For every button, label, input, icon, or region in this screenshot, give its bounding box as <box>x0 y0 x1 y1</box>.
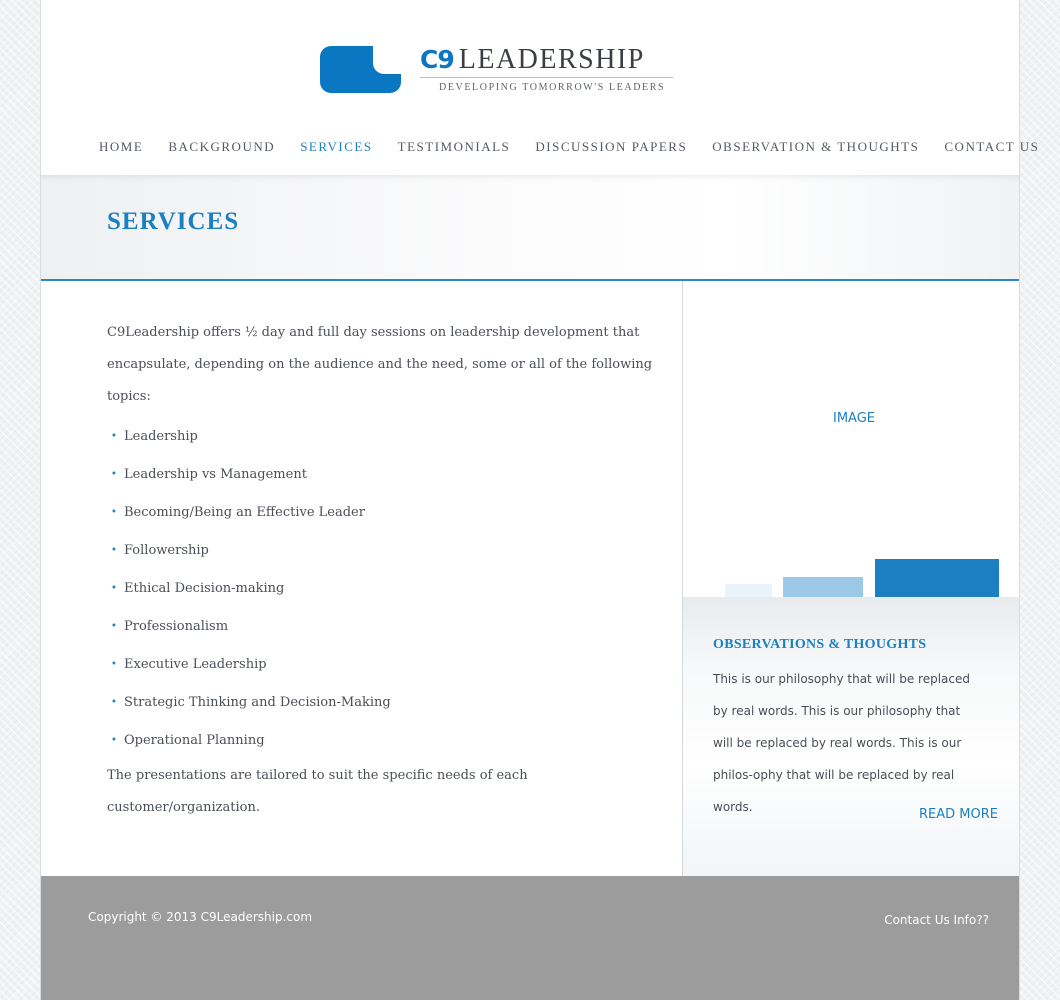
page-title: SERVICES <box>107 208 240 235</box>
topic-item: • Professionalism <box>107 608 667 646</box>
topic-item: • Operational Planning <box>107 722 667 760</box>
decor-bar-medium <box>783 577 863 597</box>
logo-divider <box>420 77 673 78</box>
footer <box>41 876 1019 1000</box>
read-more-link[interactable]: READ MORE <box>919 807 998 822</box>
decor-bar-dark <box>875 559 999 597</box>
topic-item: • Strategic Thinking and Decision-Making <box>107 684 667 722</box>
decor-bar-light <box>725 584 772 597</box>
page-container <box>40 0 1040 1000</box>
observations-box <box>683 597 1019 876</box>
topic-item: • Followership <box>107 532 667 570</box>
topic-item: • Leadership vs Management <box>107 456 667 494</box>
page-title-band <box>41 175 1019 281</box>
topic-item: • Executive Leadership <box>107 646 667 684</box>
nav-item-services[interactable]: SERVICES <box>300 139 373 154</box>
topic-item: • Ethical Decision-making <box>107 570 667 608</box>
topic-item: • Becoming/Being an Effective Leader <box>107 494 667 532</box>
copyright-text: Copyright © 2013 C9Leadership.com <box>88 910 313 924</box>
main-nav <box>99 136 1059 158</box>
outro-paragraph: The presentations are tailored to suit the specific needs of each customer/organization. <box>107 768 528 815</box>
observations-text: This is our philosophy that will be replaced by real words. This is our philosophy that will be replaced by real words. This is our philos-ophy that will be replaced by real words. <box>713 672 970 814</box>
footer-contact-link[interactable]: Contact Us Info?? <box>884 913 989 927</box>
logo-mark-icon <box>320 46 401 94</box>
observations-heading: OBSERVATIONS & THOUGHTS <box>713 637 927 652</box>
logo-word-text: LEADERSHIP <box>458 44 645 75</box>
image-label: IMAGE <box>833 411 876 426</box>
main-content <box>41 281 683 876</box>
logo-tagline: DEVELOPING TOMORROW'S LEADERS <box>439 82 666 93</box>
sidebar <box>683 281 1019 876</box>
nav-item-testimonials[interactable]: TESTIMONIALS <box>397 139 511 154</box>
intro-paragraph: C9Leadership offers ½ day and full day sessions on leadership development that encapsulate, depending on the audience and the need, some or all of the following topics: <box>107 325 653 404</box>
logo-c9-text: C9 <box>420 45 454 74</box>
nav-item-contact-us[interactable]: CONTACT US <box>944 139 1040 154</box>
topics-list <box>107 418 667 760</box>
nav-item-background[interactable]: BACKGROUND <box>168 139 276 154</box>
nav-item-discussion-papers[interactable]: DISCUSSION PAPERS <box>535 139 688 154</box>
nav-item-home[interactable]: HOME <box>99 139 144 154</box>
image-placeholder <box>683 281 1019 597</box>
site-logo[interactable] <box>320 42 680 98</box>
logo-title <box>420 42 645 81</box>
nav-item-observation-thoughts[interactable]: OBSERVATION & THOUGHTS <box>712 139 920 154</box>
topic-item: • Leadership <box>107 418 667 456</box>
